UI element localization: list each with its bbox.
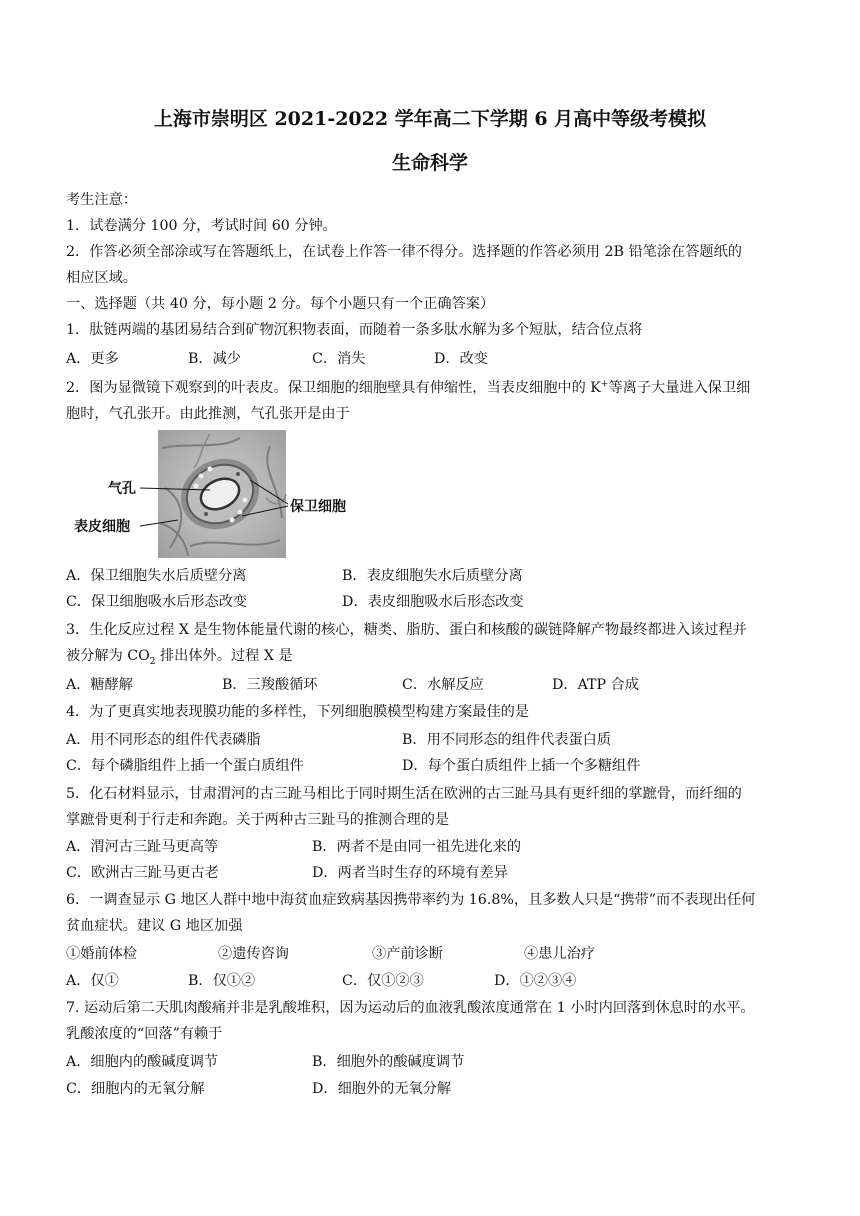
q4-option-d: D．每个蛋白质组件上插一个多糖组件 — [402, 758, 641, 774]
q7-options-row-1 — [66, 1052, 766, 1072]
q6-options — [66, 971, 766, 991]
section-heading: 一、选择题（共 40 分，每小题 2 分。每个小题只有一个正确答案） — [66, 296, 495, 312]
q5-options-row-2 — [66, 863, 766, 883]
q7-options-row-2 — [66, 1079, 766, 1099]
q1-option-c: C．消失 — [312, 351, 366, 367]
label-epidermal-cell: 表皮细胞 — [74, 519, 130, 535]
q1-stem: 1．肽链两端的基团易结合到矿物沉积物表面，而随着一条多肽水解为多个短肽，结合位点将 — [66, 322, 643, 338]
q7-option-d: D．细胞外的无氧分解 — [312, 1081, 452, 1097]
q2-option-a: A．保卫细胞失水后质壁分离 — [66, 568, 247, 584]
q2-stem-1-pre: 2．图为显微镜下观察到的叶表皮。保卫细胞的细胞壁具有伸缩性，当表皮细胞中的 K — [66, 380, 601, 396]
q7-option-c: C．细胞内的无氧分解 — [66, 1081, 205, 1097]
q1-option-b: B．减少 — [188, 351, 241, 367]
q6-choice-3: ③产前诊断 — [372, 946, 443, 962]
exam-subject: 生命科学 — [391, 152, 468, 174]
q6-option-d: D．①②③④ — [494, 973, 577, 989]
q2-options-row-2 — [66, 592, 766, 612]
notice-item-2-line-2: 相应区域。 — [66, 270, 137, 286]
q3-stem-2-sub: 2 — [149, 656, 156, 667]
q6-stem-line-2: 贫血症状。建议 G 地区加强 — [66, 918, 243, 934]
q3-stem-2-post: 排出体外。过程 X 是 — [155, 648, 293, 664]
q4-option-c: C．每个磷脂组件上插一个蛋白质组件 — [66, 758, 304, 774]
q1-option-a: A．更多 — [66, 351, 119, 367]
q6-choice-2: ②遗传咨询 — [218, 946, 289, 962]
label-guard-cell: 保卫细胞 — [290, 499, 346, 515]
notice-item-2-line-1: 2．作答必须全部涂或写在答题纸上，在试卷上作答一律不得分。选择题的作答必须用 2B 铅笔涂在答题纸的 — [66, 244, 742, 260]
q5-stem-line-1: 5．化石材料显示，甘肃渭河的古三趾马相比于同时期生活在欧洲的古三趾马具有更纤细的掌蹠骨，而纤细的 — [66, 786, 742, 802]
exam-title: 上海市崇明区 2021-2022 学年高二下学期 6 月高中等级考模拟 — [153, 108, 707, 130]
q2-stem-line-2: 胞时，气孔张开。由此推测，气孔张开是由于 — [66, 406, 350, 422]
q6-choices — [66, 944, 766, 964]
q2-option-d: D．表皮细胞吸水后形态改变 — [342, 594, 524, 610]
q1-option-d: D．改变 — [434, 351, 488, 367]
q6-option-b: B．仅①② — [188, 973, 256, 989]
q5-option-c: C．欧洲古三趾马更古老 — [66, 865, 219, 881]
q4-option-a: A．用不同形态的组件代表磷脂 — [66, 732, 261, 748]
q3-option-c: C．水解反应 — [402, 677, 484, 693]
q6-choice-1: ①婚前体检 — [66, 946, 137, 962]
q3-stem-2-pre: 被分解为 CO — [66, 648, 150, 664]
q3-option-d: D．ATP 合成 — [552, 677, 639, 693]
q3-option-a: A．糖酵解 — [66, 677, 133, 693]
notice-item-1: 1．试卷满分 100 分，考试时间 60 分钟。 — [66, 218, 337, 234]
label-stoma: 气孔 — [108, 481, 136, 497]
q5-option-d: D．两者当时生存的环境有差异 — [312, 865, 508, 881]
q2-option-b: B．表皮细胞失水后质壁分离 — [342, 568, 523, 584]
q2-options-row-1 — [66, 566, 766, 586]
q7-stem-line-1: 7. 运动后第二天肌肉酸痛并非是乳酸堆积，因为运动后的血液乳酸浓度通常在 1 小时内回落到休息时的水平。 — [66, 1000, 755, 1016]
q5-stem-line-2: 掌蹠骨更利于行走和奔跑。关于两种古三趾马的推测合理的是 — [66, 812, 450, 828]
q2-stem-line-1 — [66, 378, 796, 398]
notice-heading: 考生注意： — [66, 192, 137, 208]
q5-option-b: B．两者不是由同一祖先进化来的 — [312, 839, 522, 855]
q5-option-a: A．渭河古三趾马更高等 — [66, 839, 219, 855]
q4-options-row-2 — [66, 756, 786, 776]
q4-option-b: B．用不同形态的组件代表蛋白质 — [402, 732, 612, 748]
q4-options-row-1 — [66, 730, 786, 750]
q3-stem-line-1: 3．生化反应过程 X 是生物体能量代谢的核心，糖类、脂肪、蛋白和核酸的碳链降解产物最终都进入该过程并 — [66, 622, 747, 638]
q4-stem: 4．为了更真实地表现膜功能的多样性，下列细胞膜模型构建方案最佳的是 — [66, 704, 530, 720]
q7-option-a: A．细胞内的酸碱度调节 — [66, 1054, 219, 1070]
q3-options — [66, 675, 766, 695]
q2-option-c: C．保卫细胞吸水后形态改变 — [66, 594, 248, 610]
q1-options — [66, 349, 766, 369]
q3-option-b: B．三羧酸循环 — [222, 677, 318, 693]
q2-stem-1-post: 等离子大量进入保卫细 — [608, 380, 751, 396]
q6-choice-4: ④患儿治疗 — [524, 946, 595, 962]
q3-stem-line-2 — [66, 646, 796, 666]
q6-option-c: C．仅①②③ — [342, 973, 424, 989]
q5-options-row-1 — [66, 837, 766, 857]
q7-option-b: B．细胞外的酸碱度调节 — [312, 1054, 465, 1070]
leaf-epidermis-micrograph — [70, 428, 380, 560]
q6-option-a: A．仅① — [66, 973, 119, 989]
q2-stem-1-sup: + — [600, 379, 609, 390]
q7-stem-line-2: 乳酸浓度的“回落”有赖于 — [66, 1026, 223, 1042]
q6-stem-line-1: 6．一调查显示 G 地区人群中地中海贫血症致病基因携带率约为 16.8%，且多数人只是“携带”而不表现出任何 — [66, 892, 756, 908]
